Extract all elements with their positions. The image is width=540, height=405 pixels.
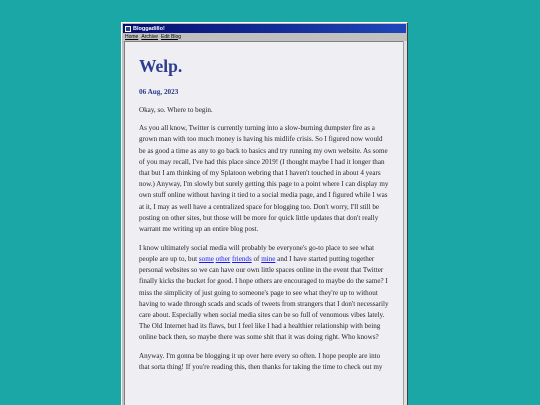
menu-home[interactable]: Home	[125, 33, 139, 40]
blog-post	[125, 56, 403, 373]
post-paragraph: Anyway. I'm gonna be blogging it up over here every so often. I hope people are into that sorta thing! If you're reading this, then thanks for taking the time to check out my	[139, 352, 383, 372]
link-friends[interactable]: friends	[232, 254, 252, 263]
menu-edit-blog[interactable]: Edit Blog	[161, 33, 182, 40]
app-icon	[125, 26, 131, 32]
post-paragraph	[139, 243, 389, 344]
vertical-scrollbar[interactable]	[403, 41, 407, 405]
browser-window	[121, 22, 408, 405]
page-viewport	[124, 41, 403, 405]
paragraph-text: of	[253, 254, 260, 263]
post-paragraph: Okay, so. Where to begin.	[139, 105, 213, 114]
post-paragraph: As you all know, Twitter is currently turning into a slow-burning dumpster fire as a grown man with too much money is having his midlife crisis. So I figured now would be as good a time as any to go back to basics and try running my own website. As some of you may recall, I've had this place since 2019! (I thought maybe I had it longer than that but I am thinking of my Splatoon webring that I haven't touched in about 4 years now.) Anyway, I'm slowly but surely getting this page to a point where I can display my own stuff online without having it tied to a social media page, and I figured while I was at it, I may as well have a centralized space for blogging too. Don't worry, I'll still be posting on other sites, but those will be more for quick little updates that don't really warrant me writing up an entire blog post.	[139, 124, 389, 234]
window-title: Bloggadillo!	[133, 25, 165, 32]
link-other[interactable]: other	[215, 254, 231, 263]
title-bar[interactable]	[123, 24, 406, 33]
post-title: Welp.	[139, 56, 183, 76]
link-mine[interactable]: mine	[261, 254, 276, 263]
menu-archive[interactable]: Archive	[141, 33, 159, 40]
paragraph-text: I know ultimately social media will probably be everyone's go-to place to see what people are up to, but	[139, 243, 375, 263]
post-date: 06 Aug, 2023	[139, 88, 179, 96]
link-some[interactable]: some	[198, 254, 214, 263]
paragraph-text: and I have started putting together personal websites so we can have our own little spaces online in the event that Twitter finally kicks the bucket for good. I hope others are encouraged to maybe do the same? I miss the simplicity of just going to someone's page to see what they're up to without having to wade through scads and scads of tweets from strangers that I don't necessarily care about. Especially when social media sites can be so full of venomous vibes lately. The Old Internet had its flaws, but I feel like I had a healthier relationship with being online back then, so maybe there was some shit that it was doing right. Who knows?	[139, 254, 389, 342]
menu-bar	[123, 33, 406, 40]
